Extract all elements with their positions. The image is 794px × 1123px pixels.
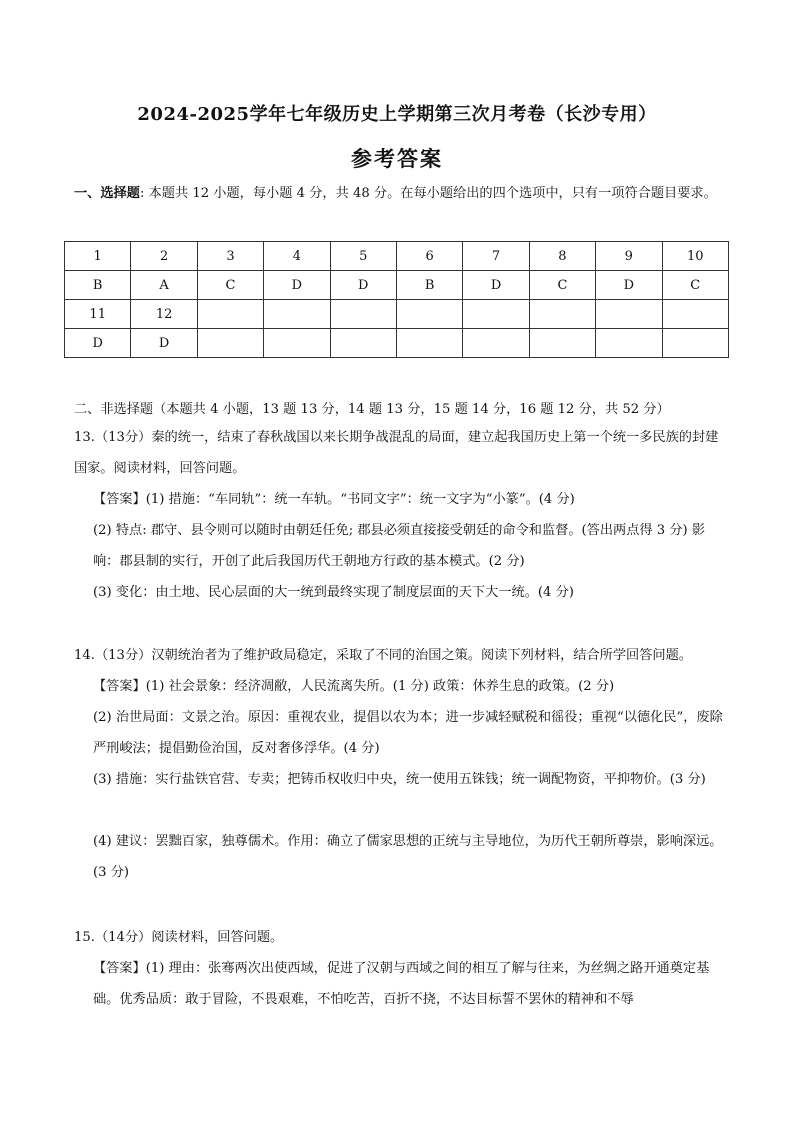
page-title: 2024-2025学年七年级历史上学期第三次月考卷（长沙专用）	[137, 104, 657, 125]
table-cell: 12	[131, 300, 197, 329]
table-cell	[529, 300, 595, 329]
table-cell: 5	[330, 242, 396, 271]
q14-answer-1: 【答案】(1) 社会景象：经济凋敝，人民流离失所。(1 分) 政策：休养生息的政策。(2 分)	[93, 679, 615, 694]
q14-answer-4: (4) 建议：罢黜百家，独尊儒术。作用：确立了儒家思想的正统与主导地位，为历代王朝所尊崇，影响深远。(3 分)	[93, 834, 723, 880]
section1-heading	[74, 178, 724, 209]
q13-answer-1: 【答案】(1) 措施：“车同轨”：统一车轨。“书同文字”：统一文字为“小篆”。(4 分)	[93, 492, 575, 507]
table-cell: D	[264, 271, 330, 300]
table-cell: 9	[596, 242, 662, 271]
table-cell: D	[330, 271, 396, 300]
table-cell: C	[662, 271, 728, 300]
table-cell	[662, 300, 728, 329]
table-cell	[197, 329, 263, 358]
q14-answer-3: (3) 措施：实行盐铁官营、专卖；把铸币权收归中央，统一使用五铢钱；统一调配物资，平抑物价。(3 分)	[93, 772, 706, 787]
table-row	[65, 300, 729, 329]
table-cell	[330, 329, 396, 358]
table-cell: 8	[529, 242, 595, 271]
table-cell: D	[65, 329, 131, 358]
table-cell: D	[596, 271, 662, 300]
q13-answer-2: (2) 特点: 郡守、县令则可以随时由朝廷任免; 郡县必须直接接受朝廷的命令和监督。(答出两点得 3 分) 影响：郡县制的实行，开创了此后我国历代王朝地方行政的基本模式。(2 分)	[93, 523, 706, 569]
section1-heading-rest: : 本题共 12 小题，每小题 4 分，共 48 分。在每小题给出的四个选项中，只有一项符合题目要求。	[139, 186, 717, 201]
table-row	[65, 329, 729, 358]
q15-answer-1: 【答案】(1) 理由：张骞两次出使西域，促进了汉朝与西域之间的相互了解与往来，为丝绸之路开通奠定基础。优秀品质：敢于冒险，不畏艰难，不怕吃苦，百折不挠，不达目标誓不罢休的精神和不辱	[93, 961, 710, 1007]
table-cell: 3	[197, 242, 263, 271]
q13-answer-3: (3) 变化：由土地、民心层面的大一统到最终实现了制度层面的天下大一统。(4 分)	[93, 585, 574, 600]
table-cell	[264, 300, 330, 329]
table-cell: 6	[396, 242, 462, 271]
table-cell: 10	[662, 242, 728, 271]
table-cell: 4	[264, 242, 330, 271]
q14-answer-2: (2) 治世局面：文景之治。原因：重视农业，提倡以农为本；进一步减轻赋税和徭役；重视“以德化民”，废除严刑峻法；提倡勤俭治国，反对奢侈浮华。(4 分)	[93, 710, 723, 756]
table-cell: D	[131, 329, 197, 358]
table-cell	[330, 300, 396, 329]
q13-stem: 13.（13分）秦的统一，结束了春秋战国以来长期争战混乱的局面，建立起我国历史上第一个统一多民族的封建国家。阅读材料，回答问题。	[74, 430, 719, 476]
answer-table	[64, 241, 729, 358]
table-cell	[396, 300, 462, 329]
table-cell: A	[131, 271, 197, 300]
table-cell: 7	[463, 242, 529, 271]
table-cell	[463, 329, 529, 358]
q15-stem: 15.（14分）阅读材料，回答问题。	[74, 930, 284, 945]
table-cell	[264, 329, 330, 358]
table-cell: C	[529, 271, 595, 300]
table-row	[65, 271, 729, 300]
table-cell: B	[65, 271, 131, 300]
table-cell	[596, 300, 662, 329]
section1-heading-bold: 一、选择题	[74, 186, 140, 201]
table-cell: 11	[65, 300, 131, 329]
q14-stem: 14.（13分）汉朝统治者为了维护政局稳定，采取了不同的治国之策。阅读下列材料，结合所学回答问题。	[74, 648, 692, 663]
page-subtitle: 参考答案	[351, 146, 443, 171]
table-cell	[529, 329, 595, 358]
table-row	[65, 242, 729, 271]
table-cell: 1	[65, 242, 131, 271]
table-cell	[463, 300, 529, 329]
table-cell: 2	[131, 242, 197, 271]
section2-heading: 二、非选择题（本题共 4 小题，13 题 13 分，14 题 13 分，15 题 14 分，16 题 12 分，共 52 分）	[74, 402, 670, 417]
table-cell: D	[463, 271, 529, 300]
table-cell	[662, 329, 728, 358]
table-cell	[197, 300, 263, 329]
table-cell: B	[396, 271, 462, 300]
table-cell	[396, 329, 462, 358]
table-cell	[596, 329, 662, 358]
table-cell: C	[197, 271, 263, 300]
